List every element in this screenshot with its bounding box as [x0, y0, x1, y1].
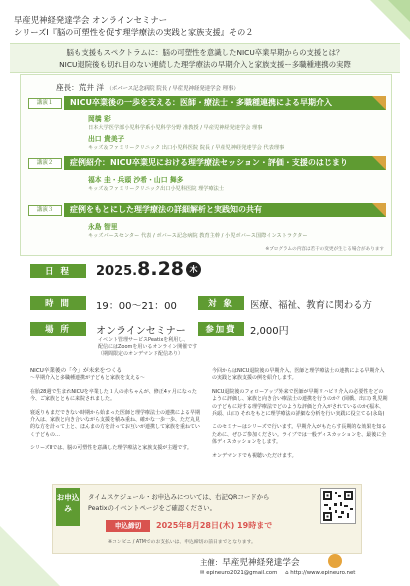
target-label: 対 象: [198, 296, 244, 310]
event-weekday: 木: [186, 262, 201, 277]
mail-icon: ✉: [200, 570, 205, 576]
corner-decoration-bottom: [0, 526, 60, 586]
deadline-tag: 申込締切: [106, 520, 150, 532]
speaker: [88, 174, 191, 184]
contact-info: [200, 570, 355, 576]
event-day: 8.28: [137, 258, 185, 280]
event-year: 2025.: [96, 264, 138, 279]
speaker-affiliation-row: [88, 231, 308, 239]
event-place: オンラインセミナー: [96, 326, 186, 337]
time-label: 時 間: [30, 296, 86, 310]
lecture-tag: 講演３: [28, 205, 62, 216]
apply-text-1: タイムスケジュール・お申込みについては、右記QRコードから: [88, 493, 270, 501]
page-header: [14, 14, 384, 38]
subtitle-bar: [10, 43, 400, 73]
body-right-paragraph: NICU退院後のフォローアップ外来で医師が早期リハビリ介入の必要性をどのように評価し、家族と向き合い療法士の連携を行うのか？(岡橋、出口) 乳児期の子どもに対する理学療法でどのような評価と介入がされているのか(福本、兵頭、山口) それをもとに理学療法の詳細な分析を行い実践に役立てる(永島): [212, 388, 388, 418]
chair-info: [56, 82, 239, 93]
event-target: 医療、福祉、教育に関わる方: [250, 300, 372, 311]
deadline-date: 2025年8月28日(木) 19時まで: [156, 521, 273, 530]
speaker-name: 岡橋 彩: [88, 115, 111, 123]
speaker-affiliation: キッズ＆ファミリークリニック 出口小児科医院 院長 / 早産児神経発達学会 代表理事: [88, 145, 285, 151]
apply-text-2: Peatixのイベントページをご確認ください。: [88, 504, 217, 512]
date-label: 日 程: [30, 264, 86, 278]
fee-label: 参加費: [198, 322, 244, 336]
place-note-1: イベント管理サービスPeatixを利用し、: [98, 337, 189, 343]
event-date: [96, 258, 201, 280]
body-left-paragraph: 寝返りもまだできない時期から始まった医師と理学療法士の連携による早期介入は、家族と向き合いながら支援を積み重ね、確かな一歩一歩、ただ丸見的な方を計って上と、ほんまの方を計ってお互いが連携して家族を重ねていく子どもの…: [30, 409, 201, 438]
speaker: [88, 113, 119, 123]
program-note: ※プログラムの内容は若干の変更が生じる場合があります: [265, 247, 384, 252]
organizer-name: 早産児神経発達学会: [222, 558, 300, 568]
corner-decoration-inner: [388, 0, 410, 22]
subtitle-line1: 脳も支援もスペクトラムに：脳の可塑性を意識したNICU卒業早期からの支援とは？: [66, 48, 344, 57]
web-icon: ⌂: [285, 570, 289, 576]
organizer: [200, 556, 300, 568]
lecture-title: NICU卒業後の一歩を支える：医師・療法士・多職種連携による早期介入: [64, 96, 386, 110]
qr-code-icon[interactable]: [320, 488, 356, 524]
speaker-affiliation: 日本大学医学部小児科学系小児科学分野 准教授 / 早産児神経発達学会 理事: [88, 125, 263, 131]
organizer-label: 主催：: [200, 558, 223, 567]
contact-email[interactable]: epineuro2021@gmail.com: [206, 570, 278, 576]
contact-url[interactable]: http://www.epineuro.net: [290, 570, 356, 576]
speaker-affiliation: キッズ＆ファミリークリニック出口小児科医院 理学療法士: [88, 186, 225, 192]
speaker: [88, 133, 132, 143]
place-note-2: 配信にはZoomを用いるオンライン開催です: [98, 344, 198, 350]
body-left-heading: NICU卒業後の「今」が未来をつくる: [30, 368, 123, 374]
chair-label: 座長：荒井 洋: [56, 83, 104, 92]
speaker-name: 福本 圭・兵頭 沙希・山口 舞多: [88, 176, 184, 184]
speaker: [88, 221, 126, 231]
apply-tag: お申込み: [56, 488, 80, 526]
lecture-tag: 講演１: [28, 98, 62, 109]
speaker-affiliation-row: [88, 123, 262, 131]
speaker-affiliation-row: [88, 184, 224, 192]
apply-instructions: [88, 492, 269, 514]
place-note-3: （期間限定のオンデマンド配信あり）: [98, 351, 184, 357]
body-left: [30, 368, 200, 459]
body-left-subheading: 〜早期介入と多職種連携が子どもと家族を支える〜: [30, 375, 146, 382]
subtitle-line2: NICU退院後も切れ目のない連続した理学療法の早期介入と家族支援ー多職種連携の実際: [59, 60, 351, 69]
speaker-name: 永島 智里: [88, 223, 118, 231]
event-time: 19：00～21：00: [96, 301, 177, 312]
speaker-affiliation: キッズバースセンター 代表 / ボバース記念病院 教育主幹 / 小児ボバース国際インストラクター: [88, 233, 308, 239]
speaker-name: 出口 貴美子: [88, 135, 125, 143]
body-right-paragraph: オンデマンドでも視聴いただけます。: [212, 452, 297, 459]
series-org: 早産児神経発達学会 オンラインセミナー: [14, 15, 168, 25]
body-left-paragraph: 在胎28週で生まれNICUを卒業した１人の赤ちゃんが、修正4ヶ月になった今、ご家族とともに来院されました。: [30, 388, 197, 403]
body-left-paragraph: シリーズⅡでは、脳の可塑性を意識した理学療法と家族支援が主題です。: [30, 445, 192, 452]
body-right-paragraph: 今回からはNICU退院後の早期介入、医師と理学療法士の連携による早期介入の実践と家族支援の例を紹介します。: [212, 368, 385, 382]
place-label: 場 所: [30, 322, 86, 336]
place-note: [98, 337, 197, 358]
lecture-tag: 講演２: [28, 158, 62, 169]
body-right: [212, 368, 388, 466]
lecture-title: 症例をもとにした理学療法の詳細解析と実践知の共有: [64, 203, 386, 217]
event-fee: 2,000円: [250, 326, 289, 337]
series-title: シリーズⅠ『脳の可塑性を促す理学療法の実践と家族支援』その２: [14, 27, 254, 37]
organization-logo-icon: [328, 554, 342, 568]
body-right-paragraph: このセミナーはシリーズで行います。早期介入がもたらす長期的な効果を知るために、ぜひご参加ください。ライブでは一般ディスカッションを、最後に全体ディスカッションをします。: [212, 424, 387, 446]
lecture-title: 症例紹介：NICU卒業児における理学療法セッション・評価・支援のはじまり: [64, 156, 386, 170]
chair-affiliation: （ボバース記念病院 院長 / 早産児神経発達学会 理事）: [106, 86, 239, 92]
payment-note: ※コンビニ / ATMでのお支払いは、申込締切の前日までとなります。: [108, 540, 256, 545]
speaker-affiliation-row: [88, 143, 284, 151]
